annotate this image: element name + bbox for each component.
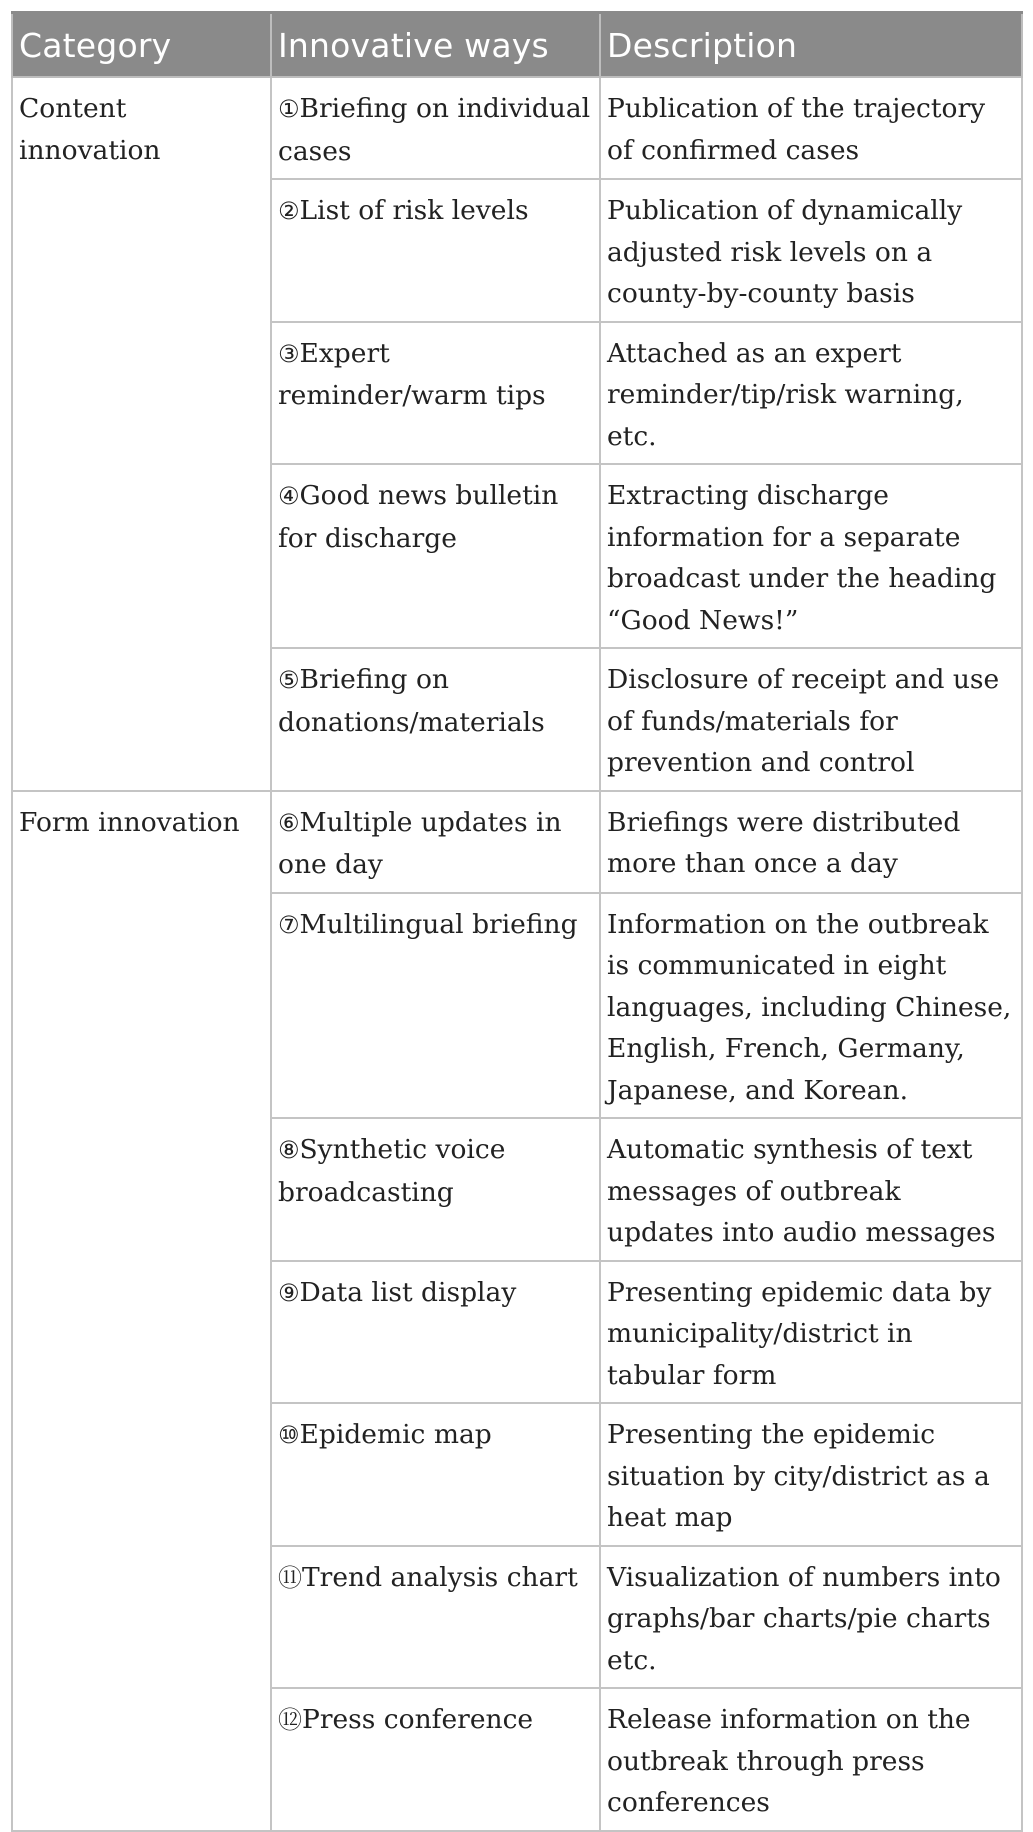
header-row — [12, 13, 1022, 78]
way-cell — [271, 179, 600, 322]
way-cell — [271, 648, 600, 791]
row-marker: ⑥ — [278, 808, 300, 837]
way-text: Briefing on donations/materials — [278, 664, 545, 738]
row-marker: ② — [278, 197, 300, 225]
way-cell — [271, 1403, 600, 1546]
row-marker: ① — [278, 95, 300, 123]
row-marker: ⑤ — [278, 666, 300, 694]
row-marker: ④ — [278, 482, 300, 510]
way-cell — [271, 1688, 600, 1831]
innovation-table — [11, 11, 1023, 1832]
way-text: Expert reminder/warm tips — [278, 337, 546, 411]
description-cell: Automatic synthesis of text messages of outbreak updates into audio messages — [600, 1118, 1022, 1261]
way-cell — [271, 322, 600, 465]
row-marker: ⑫ — [278, 1706, 302, 1734]
way-text: Synthetic voice broadcasting — [278, 1134, 506, 1208]
way-text: Multilingual briefing — [299, 908, 578, 940]
way-text: Good news bulletin for discharge — [278, 480, 559, 554]
way-cell — [271, 464, 600, 648]
way-text: Epidemic map — [299, 1419, 492, 1450]
way-text: Trend analysis chart — [302, 1561, 578, 1593]
table-row — [12, 77, 1022, 179]
way-text: Briefing on individual cases — [278, 93, 591, 167]
description-cell: Information on the outbreak is communicated in eight languages, including Chinese, English, French, Germany, Japanese, and Korean. — [600, 893, 1022, 1119]
innovation-table-container — [11, 11, 1021, 1832]
description-cell: Presenting epidemic data by municipality/district in tabular form — [600, 1261, 1022, 1404]
row-marker: ⑨ — [278, 1278, 300, 1307]
way-cell — [271, 1546, 600, 1689]
way-cell — [271, 893, 600, 1119]
table-header — [12, 13, 1022, 78]
description-cell: Publication of the trajectory of confirmed cases — [600, 77, 1022, 179]
row-marker: ⑦ — [278, 910, 300, 939]
way-text: Data list display — [299, 1276, 517, 1308]
row-marker: ⑪ — [278, 1563, 302, 1592]
header-description: Description — [600, 13, 1022, 78]
description-cell: Visualization of numbers into graphs/bar charts/pie charts etc. — [600, 1546, 1022, 1689]
row-marker: ③ — [278, 339, 300, 368]
description-cell: Briefings were distributed more than once a day — [600, 791, 1022, 893]
row-marker: ⑩ — [278, 1421, 300, 1449]
row-marker: ⑧ — [278, 1136, 300, 1164]
description-cell: Disclosure of receipt and use of funds/materials for prevention and control — [600, 648, 1022, 791]
way-text: Multiple updates in one day — [278, 806, 562, 880]
way-cell — [271, 791, 600, 893]
way-text: List of risk levels — [299, 195, 529, 226]
description-cell: Attached as an expert reminder/tip/risk warning, etc. — [600, 322, 1022, 465]
description-cell: Publication of dynamically adjusted risk levels on a county-by-county basis — [600, 179, 1022, 322]
header-innovative-ways: Innovative ways — [271, 13, 600, 78]
header-category: Category — [12, 13, 271, 78]
way-cell — [271, 77, 600, 179]
table-body — [12, 77, 1022, 1831]
way-cell — [271, 1261, 600, 1404]
category-cell: Content innovation — [12, 77, 271, 791]
description-cell: Extracting discharge information for a separate broadcast under the heading “Good News!” — [600, 464, 1022, 648]
description-cell: Release information on the outbreak through press conferences — [600, 1688, 1022, 1831]
category-cell: Form innovation — [12, 791, 271, 1831]
way-cell — [271, 1118, 600, 1261]
way-text: Press conference — [302, 1704, 534, 1735]
description-cell: Presenting the epidemic situation by city/district as a heat map — [600, 1403, 1022, 1546]
table-row — [12, 791, 1022, 893]
